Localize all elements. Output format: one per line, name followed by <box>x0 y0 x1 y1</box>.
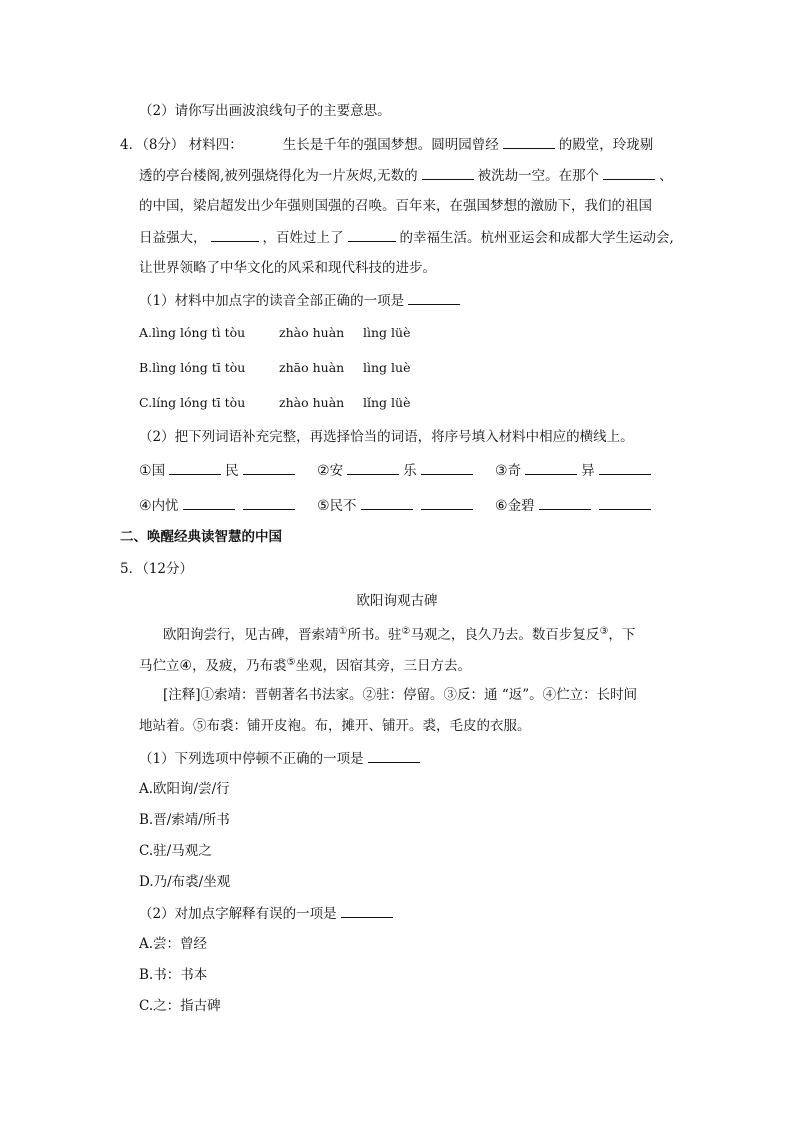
w3-blank-a[interactable] <box>525 460 577 475</box>
q5-sub1-option-c[interactable]: C.驻/马观之 <box>139 843 212 859</box>
w1-blank-b[interactable] <box>243 460 295 475</box>
q5-sub1-option-d[interactable]: D.乃/布裘/坐观 <box>139 874 231 890</box>
q4-option-c[interactable]: C.líng lóng tī tòu zhào huàn lǐng lüè <box>139 395 411 410</box>
w5-blank-a[interactable] <box>361 495 413 510</box>
section-2-heading: 二、唤醒经典读智慧的中国 <box>120 529 282 545</box>
q4-blank-5[interactable] <box>348 227 396 242</box>
w3-blank-b[interactable] <box>599 460 651 475</box>
q4-line1: 4．（8分） 材料四： 生长是千年的强国梦想。圆明园曾经 的殿堂，玲珑剔 <box>120 134 653 155</box>
q4-option-b[interactable]: B.lìng lóng tī tòu zhāo huàn lìng luè <box>139 360 411 375</box>
q4-line5: 让世界领略了中华文化的风采和现代科技的进步。 <box>139 260 436 276</box>
q5-sub2-answer[interactable] <box>341 903 393 918</box>
q3-sub2: （2）请你写出画波浪线句子的主要意思。 <box>139 103 391 119</box>
q4-line2: 透的亭台楼阁,被列强烧得化为一片灰烬,无数的 被洗劫一空。在那个 、 <box>139 165 673 186</box>
q4-blank-2[interactable] <box>422 165 474 180</box>
q4-line3: 的中国，梁启超发出少年强则国强的召唤。百年来，在强国梦想的激励下，我们的祖国 <box>139 198 652 214</box>
q5-sub2-option-c[interactable]: C.之：指古碑 <box>139 998 221 1014</box>
q5-title: 欧阳询观古碑 <box>356 593 438 609</box>
q4-line4: 日益强大， ，百姓过上了 的幸福生活。杭州亚运会和成都大学生运动会, <box>139 227 674 248</box>
q5-text-line1: 欧阳询尝行，见古碑，晋索靖①所书。驻②马观之，良久乃去。数百步复反③，下 <box>163 626 636 643</box>
q5-head: 5．（12分） <box>120 561 194 577</box>
q5-text-line2: 马伫立④，及疲，乃布裘⑤坐观，因宿其旁，三日方去。 <box>139 657 472 674</box>
q4-blank-3[interactable] <box>603 165 655 180</box>
q4-blank-4[interactable] <box>211 227 259 242</box>
w2-blank-a[interactable] <box>347 460 399 475</box>
q5-sub2-option-a[interactable]: A.尝：曾经 <box>139 936 208 952</box>
q4-head: 4．（8分） 材料四： <box>120 137 243 153</box>
w2-blank-b[interactable] <box>421 460 473 475</box>
q5-sub1-option-a[interactable]: A.欧阳询/尝/行 <box>139 781 230 797</box>
w6-blank-a[interactable] <box>539 495 591 510</box>
q4-sub2: （2）把下列词语补充完整，再选择恰当的词语，将序号填入材料中相应的横线上。 <box>139 429 634 445</box>
w4-blank-b[interactable] <box>243 495 295 510</box>
w5-blank-b[interactable] <box>421 495 473 510</box>
q5-sub1: （1）下列选项中停顿不正确的一项是 <box>139 748 424 769</box>
document-page: （2）请你写出画波浪线句子的主要意思。 4．（8分） 材料四： 生长是千年的强国梦想。圆明园曾经 的殿堂，玲珑剔 透的亭台楼阁,被列强烧得化为一片灰烬,无数的 被洗劫一空。在那个 、 的中国，梁启超发出少年强则国强的召唤。百年来，在强国梦想的激励下，我们的祖国 日益强大， ，百姓过上了 的幸福生活。杭州亚运会和成都大学生运动会, 让世界领略了中华文化的风采和现代科技的进步。 （1）材料中加点字的读音全部正确的一项是 A.lìng lóng tì tòu zhào huàn lìng lüè B.lìng lóng tī tòu zhāo huàn lìng luè C.líng lóng tī tòu zhào huàn lǐng lüè （2）把下列词语补充完整，再选择恰当的词语，将序号填入材料中相应的横线上。 ①国 民 ②安 乐 ③奇 异 ④内忧 ⑤民不 ⑥金碧 二、唤醒经典读智慧的中国 5．（12分） 欧阳询观古碑 欧阳询尝行，见古碑，晋索靖①所书。驻②马观之，良久乃去。数百步复反③，下 马伫立④，及疲，乃布裘⑤坐观，因宿其旁，三日方去。 [注释]①索靖：晋朝著名书法家。②驻：停留。③反：通 “返”。④伫立：长时间 地站着。⑤布裘：铺开皮袍。布，摊开、铺开。裘，毛皮的衣服。 （1）下列选项中停顿不正确的一项是 A.欧阳询/尝/行 B.晋/索靖/所书 C.驻/马观之 D.乃/布裘/坐观 （2）对加点字解释有误的一项是 A.尝：曾经 B.书：书本 C.之：指古碑 <box>0 0 794 1123</box>
q5-sub1-option-b[interactable]: B.晋/索靖/所书 <box>139 812 230 828</box>
w6-blank-b[interactable] <box>599 495 651 510</box>
q5-sub2: （2）对加点字解释有误的一项是 <box>139 903 397 924</box>
w4-blank-a[interactable] <box>183 495 235 510</box>
q5-note-line1: [注释]①索靖：晋朝著名书法家。②驻：停留。③反：通 “返”。④伫立：长时间 <box>163 687 638 703</box>
w1-blank-a[interactable] <box>169 460 221 475</box>
q5-note-line2: 地站着。⑤布裘：铺开皮袍。布，摊开、铺开。裘，毛皮的衣服。 <box>139 718 531 734</box>
q4-option-a[interactable]: A.lìng lóng tì tòu zhào huàn lìng lüè <box>139 325 411 340</box>
q4-sub1: （1）材料中加点字的读音全部正确的一项是 <box>139 290 464 311</box>
q5-sub1-answer[interactable] <box>368 748 420 763</box>
q4-blank-1[interactable] <box>503 134 555 149</box>
q4-sub1-answer[interactable] <box>408 290 460 305</box>
q5-sub2-option-b[interactable]: B.书：书本 <box>139 967 208 983</box>
